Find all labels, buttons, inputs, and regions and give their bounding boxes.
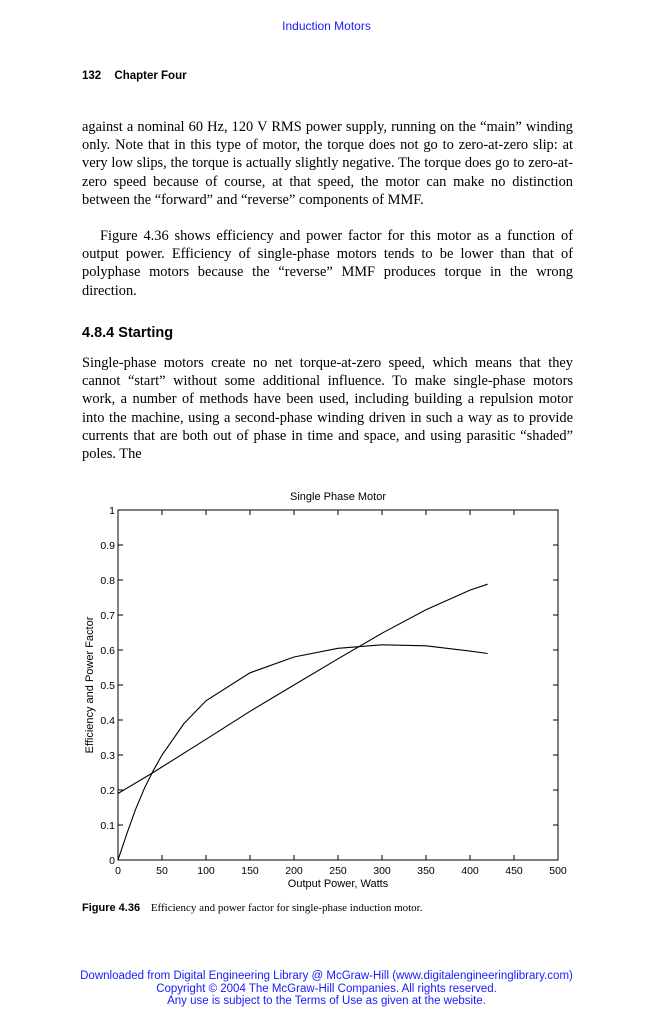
series-line-curve-a xyxy=(118,645,488,860)
axis-ticks xyxy=(100,505,567,877)
x-tick-label: 100 xyxy=(197,865,215,877)
running-header-link[interactable]: Induction Motors xyxy=(282,19,371,33)
x-tick-label: 150 xyxy=(241,865,259,877)
y-tick-label: 0.5 xyxy=(100,680,115,692)
footer-line-3: Any use is subject to the Terms of Use as given at the website. xyxy=(167,995,486,1007)
y-tick-label: 0.3 xyxy=(100,750,115,762)
page-header xyxy=(82,70,187,82)
y-tick-label: 0.9 xyxy=(100,540,115,552)
x-tick-label: 300 xyxy=(373,865,391,877)
x-tick-label: 50 xyxy=(156,865,168,877)
efficiency-chart xyxy=(70,484,590,896)
x-tick-label: 200 xyxy=(285,865,303,877)
x-tick-label: 350 xyxy=(417,865,435,877)
figure-label: Figure 4.36 xyxy=(82,902,141,914)
x-tick-label: 250 xyxy=(329,865,347,877)
section-heading: 4.8.4 Starting xyxy=(82,325,174,341)
y-tick-label: 0.8 xyxy=(100,575,115,587)
y-tick-label: 0 xyxy=(109,855,115,867)
download-footer xyxy=(0,970,653,1008)
paragraph-2: Figure 4.36 shows efficiency and power factor for this motor as a function of output power. Efficiency of single-phase motors tends to be lower than that of polyphase motors because the “reverse” MMF produces torque in the wrong direction. xyxy=(82,228,573,299)
paragraph-3: Single-phase motors create no net torque-at-zero speed, which means that they cannot “start” without some additional influence. To make single-phase motors work, a number of methods have been used, including building a repulsion motor into the machine, using a second-phase winding driven in such a way as to provide currents that are both out of phase in time and space, and using parasitic “shaded” poles. The xyxy=(82,355,573,463)
x-tick-label: 450 xyxy=(505,865,523,877)
x-axis-label: Output Power, Watts xyxy=(287,878,389,890)
y-tick-label: 0.4 xyxy=(100,715,115,727)
paragraph-1: against a nominal 60 Hz, 120 V RMS power supply, running on the “main” winding only. Note that in this type of motor, the torque does not go to zero-at-zero slip: at very low slips, the torque is actually slightly negative. The torque does go to zero-at-zero speed because of course, at that speed, the motor can make no distinction between the “forward” and “reverse” components of MMF. xyxy=(82,119,573,208)
data-series xyxy=(118,584,488,860)
plot-frame xyxy=(118,510,558,860)
footer-line-1[interactable]: Downloaded from Digital Engineering Library @ McGraw-Hill (www.digitalengineeringlibrary.com) xyxy=(80,970,573,982)
chart-title: Single Phase Motor xyxy=(290,491,386,503)
x-tick-label: 400 xyxy=(461,865,479,877)
x-tick-label: 500 xyxy=(549,865,567,877)
y-tick-label: 0.6 xyxy=(100,645,115,657)
y-axis-label: Efficiency and Power Factor xyxy=(84,616,96,754)
x-tick-label: 0 xyxy=(115,865,121,877)
footer-line-2: Copyright © 2004 The McGraw-Hill Companies. All rights reserved. xyxy=(156,982,497,995)
figure-caption-text: Efficiency and power factor for single-phase induction motor. xyxy=(150,902,423,914)
y-tick-label: 0.2 xyxy=(100,785,115,797)
y-tick-label: 0.7 xyxy=(100,610,115,622)
y-tick-label: 1 xyxy=(109,505,115,517)
y-tick-label: 0.1 xyxy=(100,820,115,832)
series-line-curve-b xyxy=(118,584,488,793)
chapter-title: Chapter Four xyxy=(114,70,187,82)
figure-caption xyxy=(82,902,422,914)
page-number: 132 xyxy=(82,70,102,82)
